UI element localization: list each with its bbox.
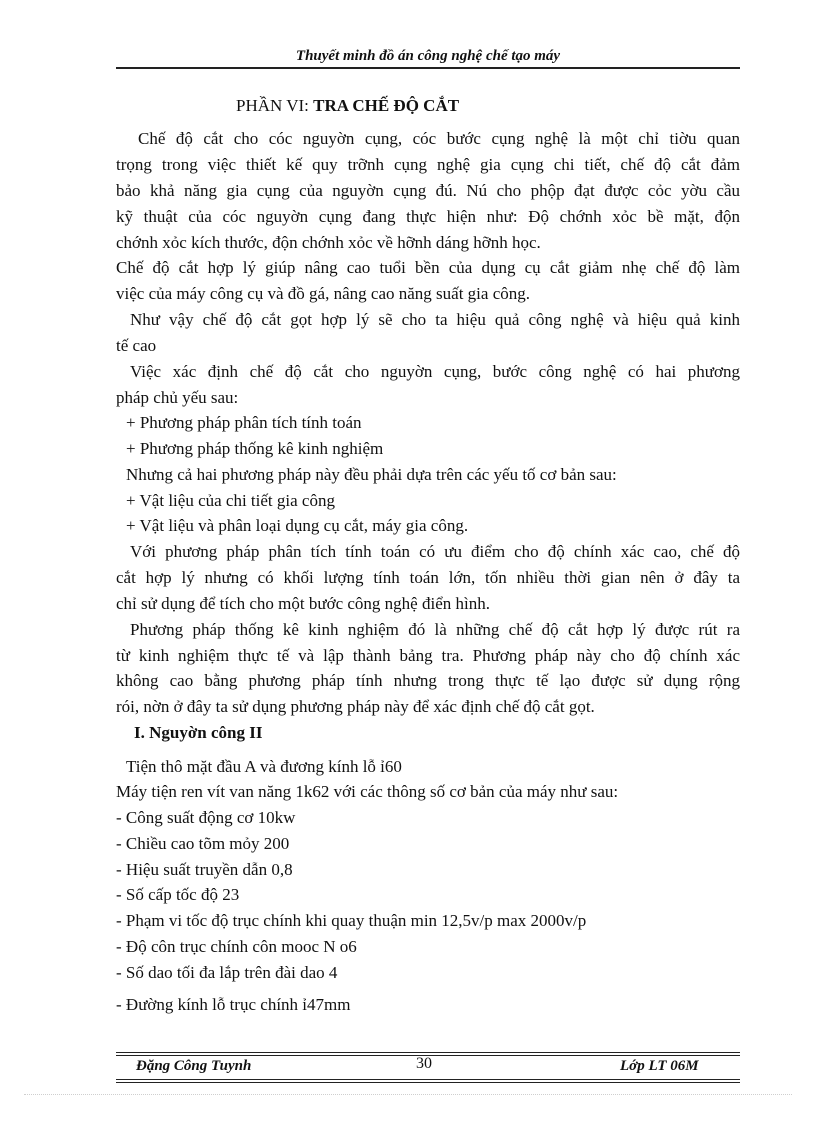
paragraph-line: rói, nờn ở đây ta sử dụng phương pháp này để xác định chế độ cắt gọt. [116, 697, 595, 716]
section-title: TRA CHẾ ĐỘ CẮT [313, 96, 460, 115]
list-item: + Phương pháp thống kê kinh nghiệm [126, 439, 384, 458]
paragraph-line: Với phương pháp phân tích tính toán có ưu điểm cho độ chính xác cao, chế độ [130, 542, 740, 561]
paragraph-line: Nhưng cả hai phương pháp này đều phải dựa trên các yếu tố cơ bản sau: [126, 465, 617, 484]
spec-item: - Độ côn trục chính côn mooc N o6 [116, 937, 357, 956]
paragraph-line: Phương pháp thống kê kinh nghiệm đó là những chế độ cắt hợp lý được rút ra [130, 620, 740, 639]
spec-item: - Công suất động cơ 10kw [116, 808, 296, 827]
list-item: + Vật liệu của chi tiết gia công [126, 491, 335, 510]
paragraph-line: việc của máy công cụ và đồ gá, nâng cao năng suất gia công. [116, 284, 530, 303]
spec-item: - Số dao tối đa lắp trên đài dao 4 [116, 963, 338, 982]
paragraph-line: bảo khả năng gia cụng của nguyờn cụng đú. Nú cho phộp đạt được cỏc yờu cầu [116, 181, 740, 200]
footer-class: Lớp LT 06M [620, 1058, 699, 1074]
page-edge-dotted-line [24, 1094, 792, 1095]
list-item: + Phương pháp phân tích tính toán [126, 413, 362, 432]
list-item: + Vật liệu và phân loại dụng cụ cắt, máy gia công. [126, 516, 469, 535]
spec-item: - Số cấp tốc độ 23 [116, 885, 240, 904]
paragraph-line: Chế độ cắt cho cóc nguyờn cụng, cóc bước cụng nghệ là một chỉ tiờu quan [138, 129, 740, 148]
paragraph-line: chớnh xỏc kích thước, độn chớnh xỏc về hỡnh dáng hỡnh học. [116, 233, 541, 252]
paragraph-line: Tiện thô mặt đầu A và đương kính lỗ ỉ60 [126, 757, 402, 776]
paragraph-line: Máy tiện ren vít van năng 1k62 với các thông số cơ bản của máy như sau: [116, 782, 619, 801]
spec-item: - Chiều cao tõm mỏy 200 [116, 834, 290, 853]
paragraph-line: trọng trong việc thiết kế quy trỡnh cụng nghệ gia cụng chi tiết, chế độ cắt đảm [116, 155, 740, 174]
paragraph-line: từ kinh nghiệm thực tế và lập thành bảng tra. Phương pháp này cho độ chính xác [116, 646, 740, 665]
paragraph-line: Chế độ cắt hợp lý giúp nâng cao tuổi bền của dụng cụ cắt giảm nhẹ chế độ làm [116, 258, 740, 277]
paragraph-line: không cao bằng phương pháp tính nhưng trong thực tế lạo được sử dụng rộng [116, 671, 740, 690]
header-rule [116, 67, 740, 69]
paragraph-line: cắt hợp lý nhưng có khối lượng tính toán lớn, tốn nhiều thời gian nên ở đây ta [116, 568, 740, 587]
footer-rule-top [116, 1052, 740, 1053]
spec-item: - Phạm vi tốc độ trục chính khi quay thuận min 12,5v/p max 2000v/p [116, 911, 587, 930]
paragraph-line: chỉ sử dụng để tích cho một bước công nghệ điển hình. [116, 594, 490, 613]
subsection-heading: I. Nguyờn công II [134, 723, 263, 742]
page-number: 30 [416, 1055, 432, 1072]
section-prefix: PHẦN VI: [236, 96, 309, 115]
paragraph-line: Như vậy chế độ cắt gọt hợp lý sẽ cho ta hiệu quả công nghệ và hiệu quả kinh [130, 310, 740, 329]
footer-rule-bottom-inner [116, 1082, 740, 1083]
paragraph-line: tế cao [116, 336, 157, 355]
paragraph-line: pháp chủ yếu sau: [116, 388, 239, 407]
spec-item: - Hiệu suất truyền dẫn 0,8 [116, 860, 293, 879]
section-heading [236, 96, 459, 116]
paragraph-line: kỹ thuật của cóc nguyờn cụng đang thực hiện như: Độ chớnh xỏc bề mặt, độn [116, 207, 740, 226]
footer-rule-bottom [116, 1079, 740, 1080]
running-header: Thuyết minh đồ án công nghệ chế tạo máy [295, 48, 561, 64]
spec-item: - Đường kính lỗ trục chính ỉ47mm [116, 995, 351, 1014]
paragraph-line: Việc xác định chế độ cắt cho nguyờn cụng, bước công nghệ có hai phương [130, 362, 740, 381]
footer-author: Đặng Công Tuynh [136, 1058, 252, 1074]
